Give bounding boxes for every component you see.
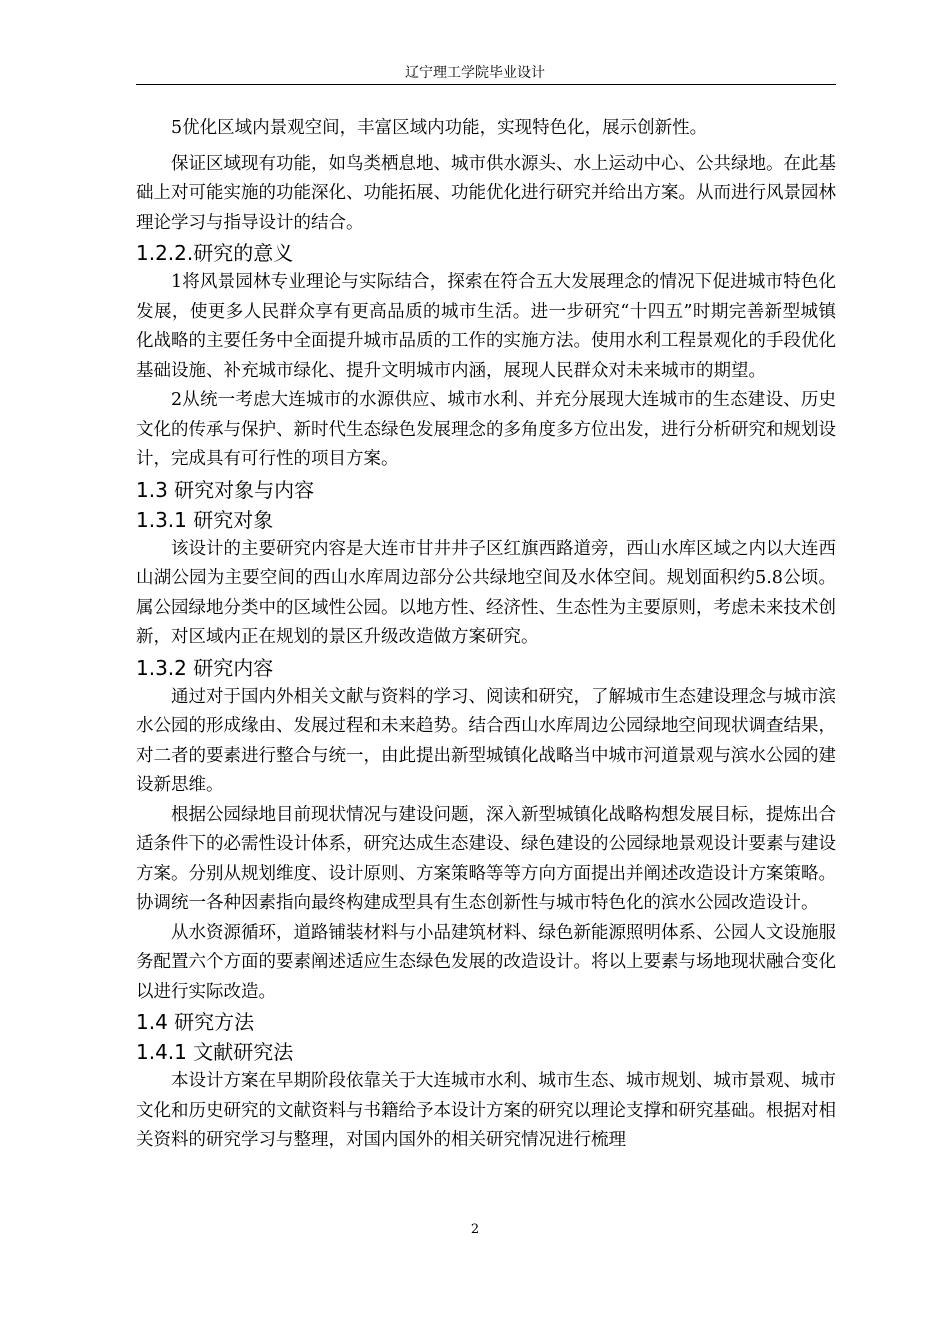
paragraph-meaning-1: 1将风景园林专业理论与实际结合，探索在符合五大发展理念的情况下促进城市特色化发展，使更多人民群众享有更高品质的城市生活。进一步研究“十四五”时期完善新型城镇化战略的主要任务中全面提升城市品质的工作的实施方法。使用水利工程景观化的手段优化基础设施、补充城市绿化、提升文明城市内涵，展现人民群众对未来城市的期望。: [136, 272, 836, 381]
paragraph-research-object: 该设计的主要研究内容是大连市甘井井子区红旗西路道旁，西山水库区域之内以大连西山湖公园为主要空间的西山水库周边部分公共绿地空间及水体空间。规划面积约5.8公顷。属公园绿地分类中的区域性公园。以地方性、经济性、生态性为主要原则，考虑未来技术创新，对区域内正在规划的景区升级改造做方案研究。: [136, 538, 836, 647]
heading-1-3-1: 1.3.1 研究对象: [136, 507, 274, 532]
heading-1-4-1: 1.4.1 文献研究法: [136, 1040, 294, 1064]
paragraph-goal-5: 5优化区域内景观空间，丰富区域内功能，实现特色化，展示创新性。: [171, 118, 708, 138]
heading-1-3-2: 1.3.2 研究内容: [136, 655, 274, 680]
document-body: [136, 114, 836, 1156]
page-number: 2: [470, 1222, 480, 1237]
paragraph-meaning-2: 2从统一考虑大连城市的水源供应、城市水利、并充分展现大连城市的生态建设、历史文化的传承与保护、新时代生态绿色发展理念的多角度多方位出发，进行分析研究和规划设计，完成具有可行性的项目方案。: [136, 390, 836, 469]
heading-1-3: 1.3 研究对象与内容: [136, 477, 315, 502]
heading-1-4: 1.4 研究方法: [136, 1010, 255, 1034]
heading-1-2-2: 1.2.2.研究的意义: [136, 241, 294, 265]
paragraph-literature-method: 本设计方案在早期阶段依靠关于大连城市水利、城市生态、城市规划、城市景观、城市文化和历史研究的文献资料与书籍给予本设计方案的研究以理论支撑和研究基础。根据对相关资料的研究学习与整理，对国内国外的相关研究情况进行梳理: [136, 1071, 836, 1150]
paragraph-content-3: 从水资源循环，道路铺装材料与小品建筑材料、绿色新能源照明体系、公园人文设施服务配置六个方面的要素阐述适应生态绿色发展的改造设计。将以上要素与场地现状融合变化以进行实际改造。: [136, 922, 836, 1002]
paragraph-goal-5-detail: 保证区域现有功能，如鸟类栖息地、城市供水源头、水上运动中心、公共绿地。在此基础上对可能实施的功能深化、功能拓展、功能优化进行研究并给出方案。从而进行风景园林理论学习与指导设计的结合。: [136, 153, 836, 233]
paragraph-content-1: 通过对于国内外相关文献与资料的学习、阅读和研究，了解城市生态建设理念与城市滨水公园的形成缘由、发展过程和未来趋势。结合西山水库周边公园绿地空间现状调查结果，对二者的要素进行整合与统一，由此提出新型城镇化战略当中城市河道景观与滨水公园的建设新思维。: [136, 686, 836, 795]
paragraph-content-2: 根据公园绿地目前现状情况与建设问题，深入新型城镇化战略构想发展目标，提炼出合适条件下的必需性设计体系，研究达成生态建设、绿色建设的公园绿地景观设计要素与建设方案。分别从规划维度、设计原则、方案策略等等方向方面提出并阐述改造设计方案策略。协调统一各种因素指向最终构建成型具有生态创新性与城市特色化的滨水公园改造设计。: [136, 804, 836, 913]
page-header: 辽宁理工学院毕业设计: [405, 65, 545, 81]
header-divider: [136, 84, 836, 85]
